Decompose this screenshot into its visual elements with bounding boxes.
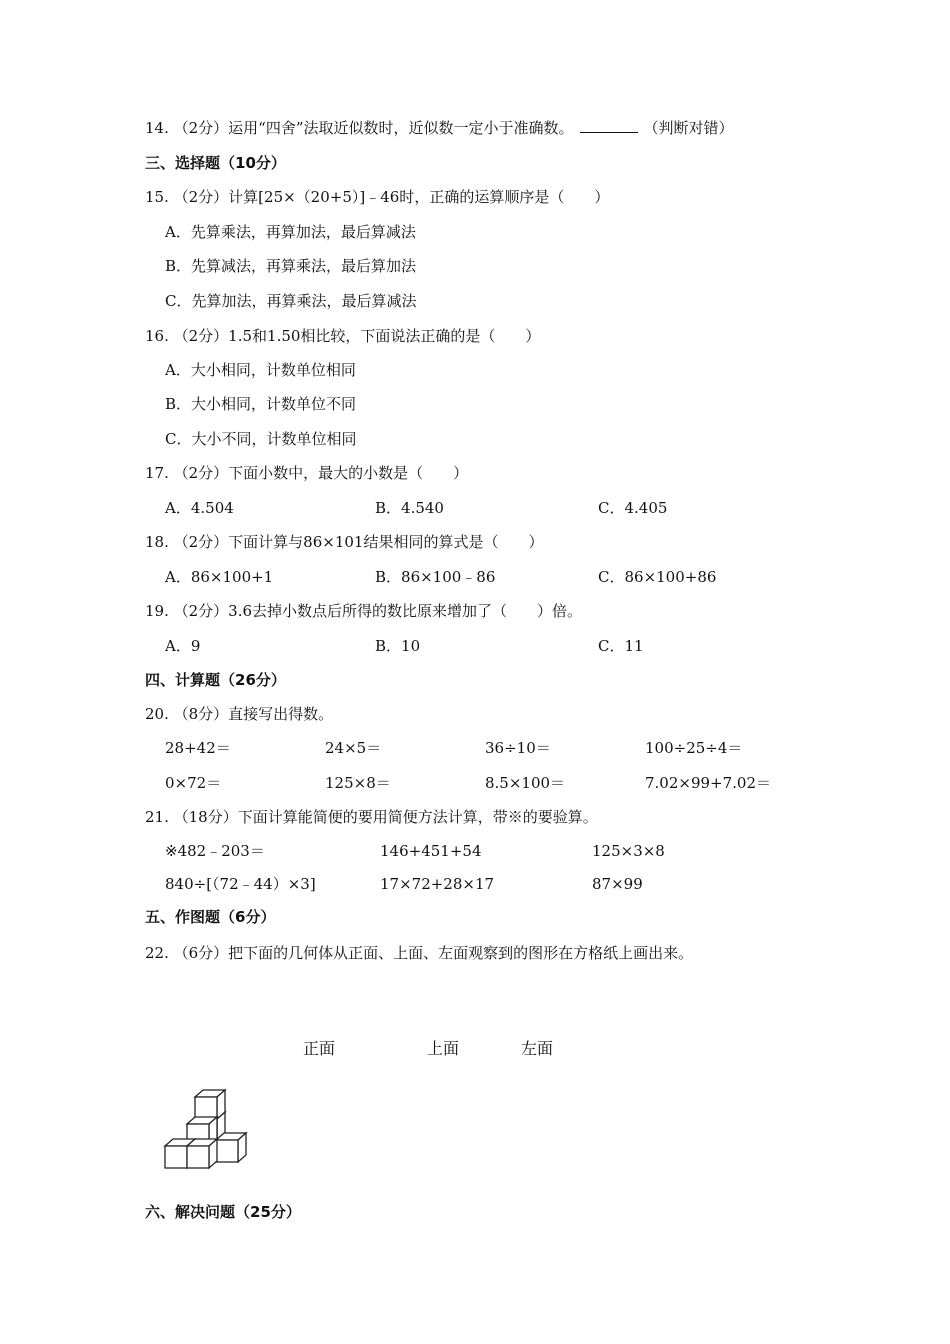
option-a: A．先算乘法，再算加法，最后算减法 [165,223,416,241]
question-22: 22. （6分）把下面的几何体从正面、上面、左面观察到的图形在方格纸上画出来。 [145,944,694,962]
question-19: 19. （2分）3.6去掉小数点后所得的数比原来增加了（ ）倍。 [145,602,583,620]
view-label-top: 上面 [427,1039,460,1058]
calc-item: 7.02×99+7.02＝ [645,774,772,792]
option-b: B．先算减法，再算乘法，最后算加法 [165,257,417,275]
option-a: A．大小相同，计数单位相同 [165,361,356,379]
calc-item: 28+42＝ [165,739,231,757]
view-label-left: 左面 [521,1039,554,1058]
question-suffix: （判断对错） [643,119,734,137]
section-heading: 五、作图题（6分） [145,908,276,926]
calc-item: 17×72+28×17 [380,875,495,893]
calc-item: 8.5×100＝ [485,774,566,792]
option-c: C．11 [598,637,644,655]
cube [216,1133,246,1162]
cube [195,1090,225,1119]
calc-item: 125×8＝ [325,774,391,792]
cube [187,1139,217,1168]
calc-item: 100÷25÷4＝ [645,739,743,757]
option-c: C．大小不同，计数单位相同 [165,430,357,448]
section-heading: 三、选择题（10分） [145,154,286,172]
question-text: 14. （2分）运用“四舍”法取近似数时，近似数一定小于准确数。 [145,119,574,137]
calc-item: 146+451+54 [380,842,482,860]
question-16: 16. （2分）1.5和1.50相比较，下面说法正确的是（ ） [145,327,541,345]
view-label-front: 正面 [303,1039,336,1058]
option-a: A．4.504 [165,499,234,517]
option-c: C．先算加法，再算乘法，最后算减法 [165,292,417,310]
calc-item: 24×5＝ [325,739,382,757]
section-heading: 六、解决问题（25分） [145,1203,301,1221]
calc-item: 36÷10＝ [485,739,551,757]
calc-item: 87×99 [592,875,643,893]
option-c: C．4.405 [598,499,668,517]
option-b: B．4.540 [375,499,444,517]
calc-item: 840÷[（72﹣44）×3] [165,875,316,893]
calc-item: 0×72＝ [165,774,222,792]
calc-item: ※482﹣203＝ [165,842,265,860]
question-21: 21. （18分）下面计算能简便的要用简便方法计算，带※的要验算。 [145,808,598,826]
option-b: B．大小相同，计数单位不同 [165,395,357,413]
option-a: A．9 [165,637,201,655]
question-20: 20. （8分）直接写出得数。 [145,705,334,723]
option-b: B．10 [375,637,421,655]
option-a: A．86×100+1 [165,568,274,586]
option-b: B．86×100﹣86 [375,568,496,586]
question-17: 17. （2分）下面小数中，最大的小数是（ ） [145,464,469,482]
option-c: C．86×100+86 [598,568,717,586]
question-15: 15. （2分）计算[25×（20+5）]﹣46时，正确的运算顺序是（ ） [145,188,610,206]
question-18: 18. （2分）下面计算与86×101结果相同的算式是（ ） [145,533,544,551]
calc-item: 125×3×8 [592,842,665,860]
section-heading: 四、计算题（26分） [145,671,286,689]
